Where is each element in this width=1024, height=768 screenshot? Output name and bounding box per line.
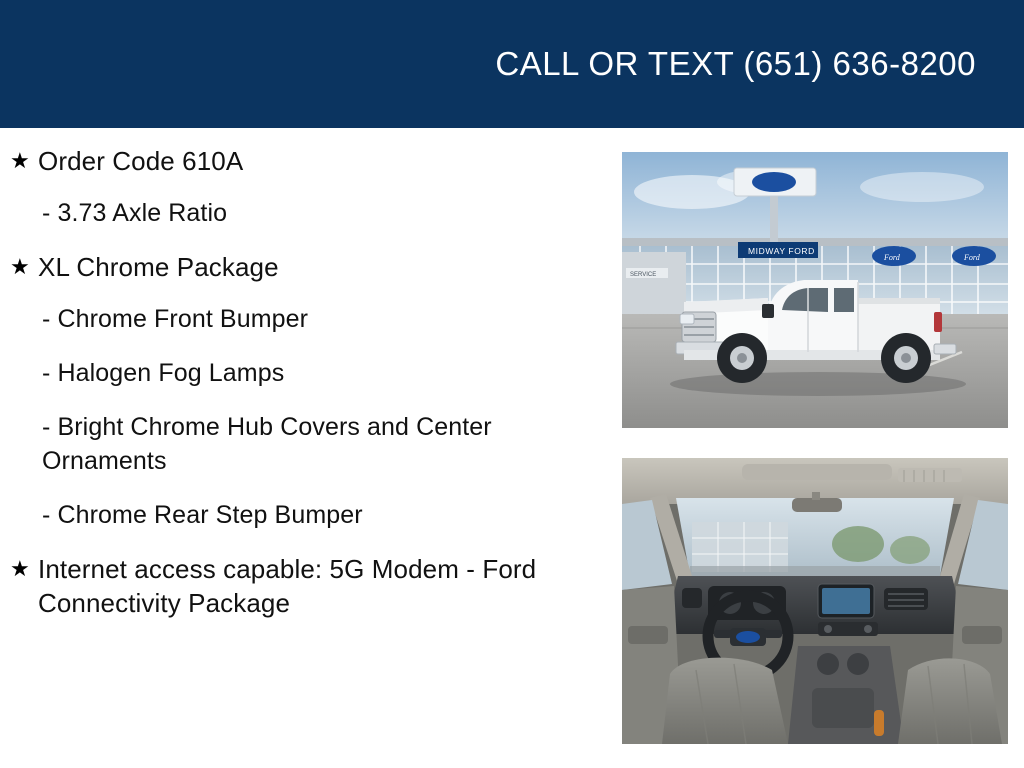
feature-text: - 3.73 Axle Ratio [42,199,228,227]
phone-banner-text: CALL OR TEXT (651) 636-8200 [495,45,976,82]
star-icon: ★ [10,148,30,173]
content-area [0,128,1024,768]
feature-list [0,144,600,638]
list-item [10,144,600,178]
list-item [10,552,600,620]
feature-text: - Bright Chrome Hub Covers and Center Ornaments [42,413,492,475]
list-item [10,250,600,284]
feature-text: Internet access capable: 5G Modem - Ford Connectivity Package [38,554,537,618]
feature-text: - Halogen Fog Lamps [42,359,285,387]
vehicle-interior-photo [622,458,1008,744]
list-item [10,302,600,336]
feature-text: Order Code 610A [38,146,244,176]
vehicle-exterior-photo [622,152,1008,428]
header-banner [0,0,1024,128]
svg-text:Ford: Ford [964,253,980,262]
list-item [10,196,600,230]
list-item [10,410,600,478]
list-item [10,498,600,532]
svg-text:SERVICE: SERVICE [630,272,657,278]
feature-text: - Chrome Front Bumper [42,305,309,333]
list-item [10,356,600,390]
star-icon: ★ [10,254,30,279]
star-icon: ★ [10,556,30,581]
svg-text:MIDWAY FORD: MIDWAY FORD [748,246,815,256]
feature-text: XL Chrome Package [38,252,279,282]
svg-text:Ford: Ford [884,253,900,262]
feature-text: - Chrome Rear Step Bumper [42,501,363,529]
